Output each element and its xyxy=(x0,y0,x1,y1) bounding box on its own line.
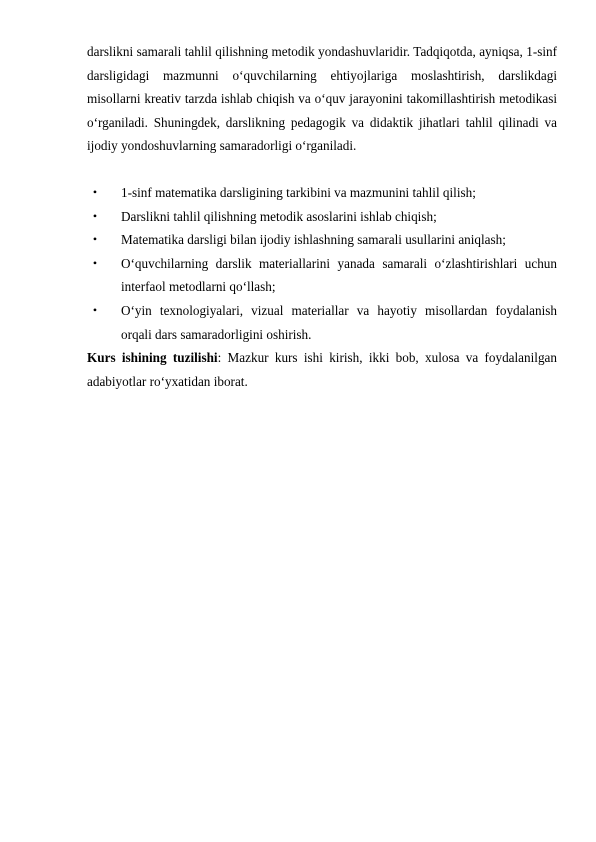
list-item-text: Matematika darsligi bilan ijodiy ishlashning samarali usullarini aniqlash; xyxy=(121,232,506,248)
list-item-text: O‘yin texnologiyalari, vizual materiallar va hayotiy misollardan foydalanish orqali dars samaradorligini oshirish. xyxy=(121,302,557,342)
goals-list xyxy=(87,181,557,346)
intro-paragraph: darslikni samarali tahlil qilishning metodik yondashuvlaridir. Tadqiqotda, ayniqsa, 1-sinf darsligidagi mazmunni o‘quvchilarning ehtiyojlariga moslashtirish, darslikdagi misollarni kreativ tarzda ishlab chiqish va o‘quv jarayonini takomillashtirish metodikasi o‘rganiladi. Shuningdek, darslikning pedagogik va didaktik jihatlari tahlil qilinadi va ijodiy yondoshuvlarning samaradorligi o‘rganiladi. xyxy=(87,44,557,154)
structure-text: : Mazkur kurs ishi kirish, ikki bob, xulosa va foydalanilgan adabiyotlar ro‘yxatidan iborat. xyxy=(87,350,557,389)
list-item-text: Darslikni tahlil qilishning metodik asoslarini ishlab chiqish; xyxy=(121,208,437,224)
bullet-icon: • xyxy=(92,232,98,247)
bullet-icon: • xyxy=(92,302,98,317)
structure-label: Kurs ishining tuzilishi xyxy=(87,350,218,366)
structure-paragraph xyxy=(87,346,557,393)
list-item xyxy=(87,181,557,205)
list-item xyxy=(87,299,557,346)
list-item xyxy=(87,252,557,299)
document-page xyxy=(87,40,557,393)
list-item-text: 1-sinf matematika darsligining tarkibini va mazmunini tahlil qilish; xyxy=(121,184,476,200)
list-item xyxy=(87,205,557,229)
bullet-icon: • xyxy=(92,184,98,199)
bullet-icon: • xyxy=(92,255,98,270)
list-item xyxy=(87,228,557,252)
list-item-text: O‘quvchilarning darslik materiallarini yanada samarali o‘zlashtirishlari uchun interfaol metodlarni qo‘llash; xyxy=(121,255,557,295)
bullet-icon: • xyxy=(92,208,98,223)
